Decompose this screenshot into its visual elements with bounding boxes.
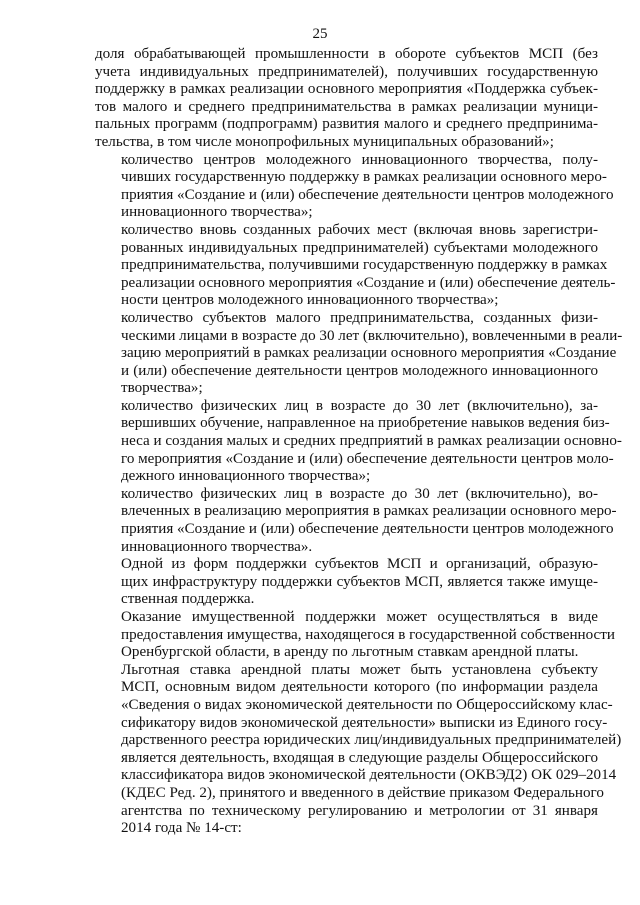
text-line: количество вновь созданных рабочих мест (включая вновь зарегистри- — [121, 221, 598, 238]
text-line: предоставления имущества, находящегося в государственной собственности — [121, 626, 615, 643]
text-line: Одной из форм поддержки субъектов МСП и организаций, образую- — [121, 556, 598, 573]
text-line: Льготная ставка арендной платы может быть установлена субъекту — [121, 661, 598, 678]
text-line: дарственного реестра юридических лиц/индивидуальных предпринимателей) — [121, 732, 622, 749]
text-line: сификатору видов экономической деятельности» выписки из Единого госу- — [121, 714, 608, 731]
text-line: приятия «Создание и (или) обеспечение деятельности центров молодежного — [121, 521, 614, 538]
text-line: является деятельность, входящая в следующие разделы Общероссийского — [121, 749, 599, 766]
text-line: (КДЕС Ред. 2), принятого и введенного в действие приказом Федерального — [121, 784, 604, 801]
paragraph — [95, 151, 614, 222]
text-line: тельства, в том числе монопрофильных муниципальных образований»; — [95, 133, 554, 150]
text-line: инновационного творчества». — [121, 538, 313, 555]
text-line: ности центров молодежного инновационного творчества»; — [121, 292, 499, 309]
text-line: го мероприятия «Создание и (или) обеспечение деятельности центров моло- — [121, 450, 614, 467]
text-line: зацию мероприятий в рамках реализации основного мероприятия «Создание — [121, 345, 617, 362]
text-line: количество физических лиц в возрасте до 30 лет (включительно), во- — [121, 485, 598, 502]
paragraph — [95, 46, 598, 152]
text-line: количество субъектов малого предпринимательства, созданных физи- — [121, 309, 598, 326]
paragraph — [95, 221, 616, 310]
text-line: количество центров молодежного инновационного творчества, полу- — [121, 151, 598, 168]
text-line: доля обрабатывающей промышленности в обороте субъектов МСП (без — [95, 46, 598, 62]
text-line: количество физических лиц в возрасте до 30 лет (включительно), за- — [121, 397, 598, 414]
text-line: чивших государственную поддержку в рамках реализации основного меро- — [121, 169, 607, 186]
text-line: классификатора видов экономической деятельности (ОКВЭД2) ОК 029–2014 — [121, 767, 617, 784]
text-line: реализации основного мероприятия «Создание и (или) обеспечение деятель- — [121, 274, 616, 291]
text-line: предпринимательства, получившими государственную поддержку в рамках — [121, 257, 608, 274]
text-line: 2014 года № 14-ст: — [121, 820, 242, 837]
text-line: «Сведения о видах экономической деятельности по Общероссийскому клас- — [121, 696, 613, 713]
text-line: инновационного творчества»; — [121, 204, 313, 221]
paragraph — [95, 609, 615, 662]
text-line: агентства по техническому регулированию и метрологии от 31 января — [121, 802, 598, 819]
text-line: ственная поддержка. — [121, 591, 255, 608]
text-line: щих инфраструктуру поддержки субъектов МСП, является также имуще- — [121, 573, 598, 590]
text-line: неса и создания малых и средних предприятий в рамках реализации основно- — [121, 433, 622, 450]
text-line: творчества»; — [121, 380, 203, 397]
text-line: поддержку в рамках реализации основного мероприятия «Поддержка субъек- — [95, 81, 598, 98]
text-line: учета индивидуальных предпринимателей), получивших государственную — [95, 63, 598, 80]
paragraph — [95, 485, 617, 556]
text-line: приятия «Создание и (или) обеспечение деятельности центров молодежного — [121, 186, 614, 203]
text-line: влеченных в реализацию мероприятия в рамках реализации основного меро- — [121, 503, 617, 520]
paragraph — [95, 661, 622, 838]
text-line: пальных программ (подпрограмм) развития малого и среднего предпринима- — [95, 116, 598, 133]
text-line: Оказание имущественной поддержки может осуществляться в виде — [121, 609, 598, 625]
paragraph — [95, 397, 622, 486]
page-number: 25 — [312, 26, 328, 42]
text-line: Оренбургской области, в аренду по льготным ставкам арендной платы. — [121, 644, 579, 661]
text-line: рованных индивидуальных предпринимателей) субъектами молодежного — [121, 239, 598, 256]
text-line: и (или) обеспечение деятельности центров молодежного инновационного — [121, 362, 598, 379]
text-line: тов малого и среднего предпринимательства в рамках реализации муници- — [95, 98, 598, 115]
text-line: ческими лицами в возрасте до 30 лет (включительно), вовлеченными в реали- — [121, 327, 623, 344]
text-line: вершивших обучение, направленное на приобретение навыков ведения биз- — [121, 415, 610, 432]
text-line: дежного инновационного творчества»; — [121, 468, 371, 485]
paragraph — [95, 309, 623, 398]
paragraph — [95, 556, 598, 609]
document-body — [95, 46, 623, 838]
text-line: МСП, основным видом деятельности которого (по информации раздела — [121, 679, 598, 696]
